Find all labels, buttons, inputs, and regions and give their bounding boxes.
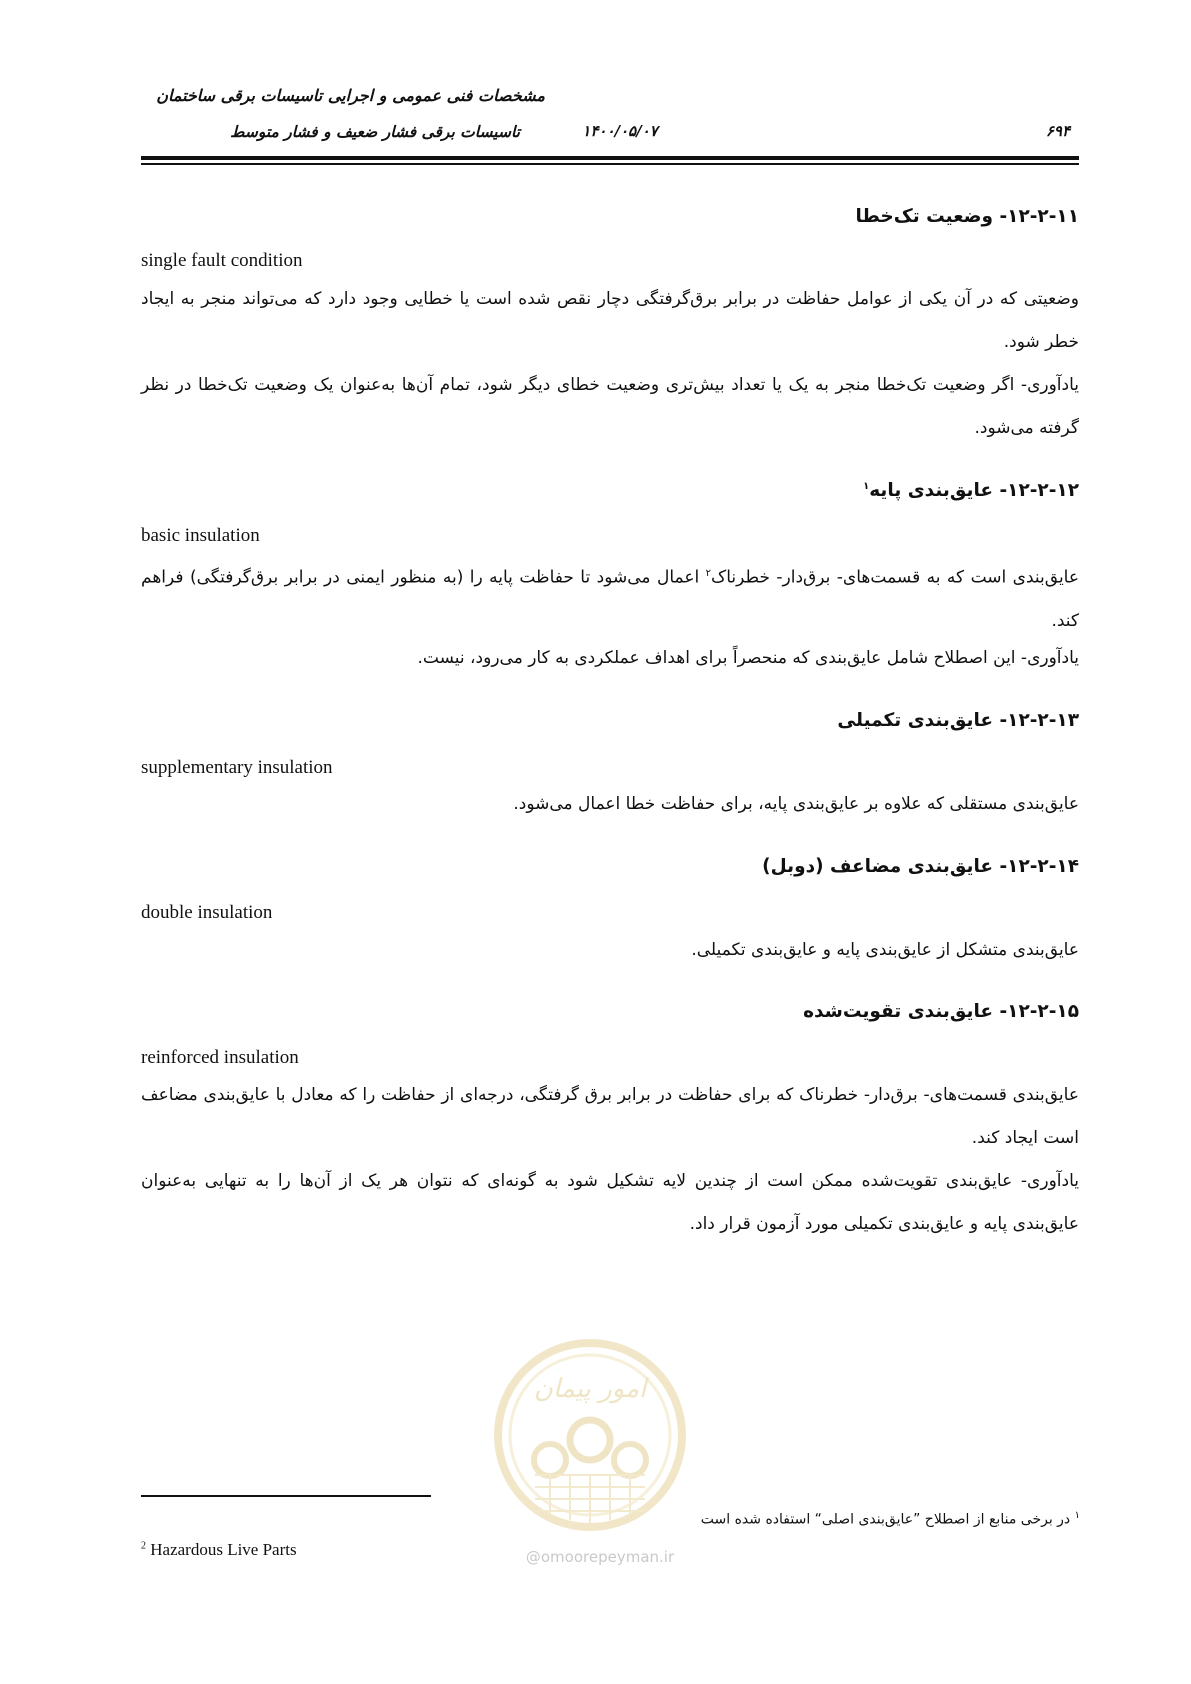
section-heading-12 <box>141 480 1079 501</box>
section-term-13: supplementary insulation <box>141 757 333 778</box>
footnote-1-mark: ۱ <box>1074 1510 1080 1521</box>
document-subtitle: تاسیسات برقی فشار ضعیف و فشار متوسط <box>230 122 520 141</box>
footnote-ref-2: ۲ <box>705 568 712 579</box>
footnote-2-mark: 2 <box>141 1540 146 1552</box>
section-heading-11: ۱۲-۲-۱۱- وضعیت تک‌خطا <box>855 206 1079 227</box>
page-number: ۶۹۴ <box>1045 122 1070 140</box>
section-paragraph <box>141 552 1079 643</box>
section-term-14: double insulation <box>141 902 273 923</box>
footnote-2-text: Hazardous Live Parts <box>150 1540 297 1559</box>
header-rule-thick <box>141 156 1079 160</box>
watermark-logo <box>490 1335 690 1535</box>
document-date: ۱۴۰۰/۰۵/۰۷ <box>582 122 658 140</box>
section-heading-15: ۱۲-۲-۱۵- عایق‌بندی تقویت‌شده <box>803 1001 1079 1022</box>
section-paragraph: عایق‌بندی مستقلی که علاوه بر عایق‌بندی پایه، برای حفاظت خطا اعمال می‌شود. <box>513 794 1079 814</box>
section-paragraph: عایق‌بندی متشکل از عایق‌بندی پایه و عایق‌بندی تکمیلی. <box>691 940 1079 960</box>
section-term-12: basic insulation <box>141 525 260 546</box>
footnote-2 <box>141 1540 541 1560</box>
section-term-15: reinforced insulation <box>141 1047 299 1068</box>
paragraph-part-2: اعمال می‌شود تا حفاظت پایه را (به منظور ایمنی در برابر برق‌گرفتگی) فراهم کند. <box>141 567 1079 631</box>
section-heading-12-text: ۱۲-۲-۱۲- عایق‌بندی پایه <box>869 480 1079 501</box>
document-title: مشخصات فنی عمومی و اجرایی تاسیسات برقی ساختمان <box>156 86 545 105</box>
header-rule-thin <box>141 163 1079 165</box>
paragraph-part-1: عایق‌بندی است که به قسمت‌های- برق‌دار- خطرناک <box>711 567 1079 588</box>
section-note: یادآوری- اگر وضعیت تک‌خطا منجر به یک یا تعداد بیش‌تری وضعیت خطای دیگر شود، تمام آن‌ها به‌عنوان یک وضعیت تک‌خطا در نظر گرفته می‌شود. <box>141 375 1079 438</box>
section-paragraph: وضعیتی که در آن یکی از عوامل حفاظت در برابر برق‌گرفتگی دچار نقص شده است یا خطایی وجود دارد که می‌تواند منجر به ایجاد خطر شود. <box>141 289 1079 352</box>
watermark-text: @omoorepeyman.ir <box>525 1548 675 1566</box>
section-heading-13: ۱۲-۲-۱۳- عایق‌بندی تکمیلی <box>837 710 1079 731</box>
section-note: یادآوری- عایق‌بندی تقویت‌شده ممکن است از چندین لایه تشکیل شود به گونه‌ای که نتوان هر یک از آن‌ها را به تنهایی به‌عنوان عایق‌بندی پایه و عایق‌بندی تکمیلی مورد آزمون قرار داد. <box>141 1171 1079 1234</box>
footnote-ref-1: ۱ <box>863 480 870 492</box>
section-term-11: single fault condition <box>141 250 303 271</box>
footnote-1-text: در برخی منابع از اصطلاح ”عایق‌بندی اصلی“ استفاده شده است <box>700 1511 1071 1528</box>
section-paragraph: عایق‌بندی قسمت‌های- برق‌دار- خطرناک که برای حفاظت در برابر برق گرفتگی، درجه‌ای از حفاظت را که معادل با عایق‌بندی مضاعف است ایجاد کند. <box>141 1085 1079 1148</box>
watermark-logo-text: امور پیمان <box>533 1374 647 1404</box>
footnote-1 <box>640 1510 1080 1528</box>
section-heading-14: ۱۲-۲-۱۴- عایق‌بندی مضاعف (دوبل) <box>762 856 1079 877</box>
section-note: یادآوری- این اصطلاح شامل عایق‌بندی که منحصراً برای اهداف عملکردی به کار می‌رود، نیست. <box>417 648 1079 668</box>
footnote-rule <box>141 1495 431 1497</box>
